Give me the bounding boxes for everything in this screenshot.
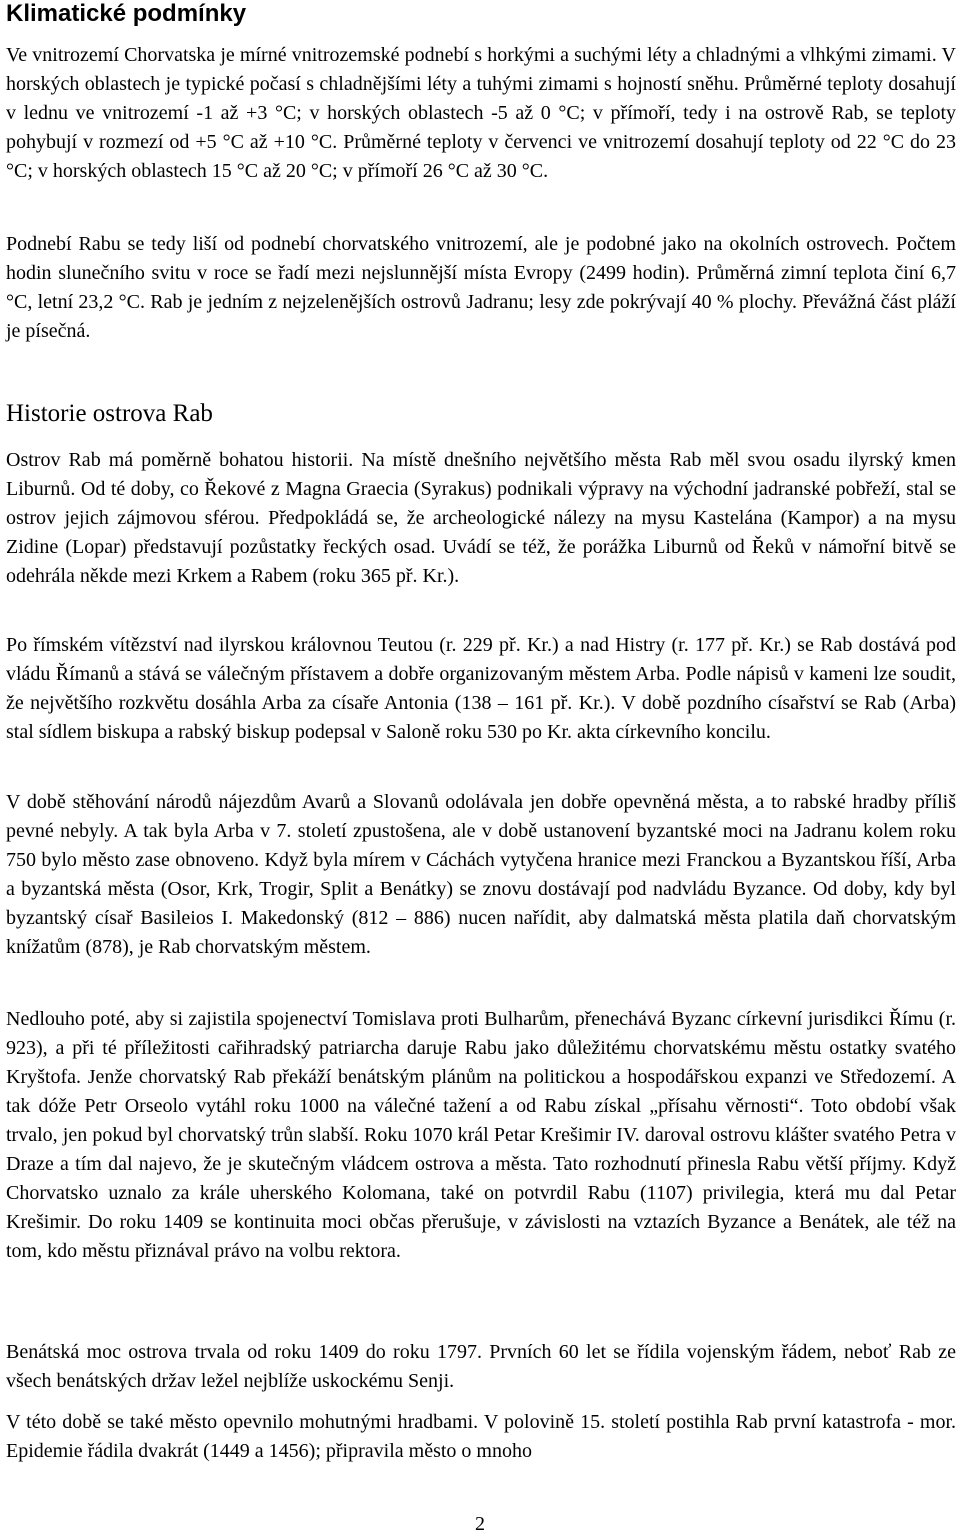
paragraph-history-5: Benátská moc ostrova trvala od roku 1409 do roku 1797. Prvních 60 let se řídila vojenským řádem, neboť Rab ze všech benátských držav ležel nejblíže uskockému Senji. bbox=[6, 1341, 956, 1392]
section-heading-climate: Klimatické podmínky bbox=[6, 0, 247, 27]
paragraph-climate-1: Ve vnitrozemí Chorvatska je mírné vnitrozemské podnebí s horkými a suchými léty a chladnými a vlhkými zimami. V horských oblastech je typické počasí s chladnějšími léty a tuhými zimami s hojností sněhu. Průměrné teploty dosahují v lednu ve vnitrozemí -1 až +3 °C; v horských oblastech -5 až 0 °C; v přímoří, tedy i na ostrově Rab, se teploty pohybují v rozmezí od +5 °C až +10 °C. Průměrné teploty v červenci ve vnitrozemí dosahují teploty od 22 °C do 23 °C; v horských oblastech 15 °C až 20 °C; v přímoří 26 °C až 30 °C. bbox=[6, 44, 956, 182]
paragraph-climate-2: Podnebí Rabu se tedy liší od podnebí chorvatského vnitrozemí, ale je podobné jako na okolních ostrovech. Počtem hodin slunečního svitu v roce se řadí mezi nejslunnější místa Evropy (2499 hodin). Průměrná zimní teplota činí 6,7 °C, letní 23,2 °C. Rab je jedním z nejzelenějších ostrovů Jadranu; lesy zde pokrývají 40 % plochy. Převážná část pláží je písečná. bbox=[6, 233, 956, 342]
section-heading-history: Historie ostrova Rab bbox=[6, 400, 213, 427]
page-number: 2 bbox=[475, 1513, 485, 1535]
paragraph-history-2: Po římském vítězství nad ilyrskou královnou Teutou (r. 229 př. Kr.) a nad Histry (r. 177 př. Kr.) se Rab dostává pod vládu Římanů a stává se válečným přístavem a dobře organizovaným městem Arba. Podle nápisů v kameni lze soudit, že největšího rozkvětu dosáhla Arba za císaře Antonia (138 – 161 př. Kr.). V době pozdního císařství se Rab (Arba) stal sídlem biskupa a rabský biskup podepsal v Saloně roku 530 po Kr. akta církevního koncilu. bbox=[6, 634, 956, 743]
paragraph-history-4: Nedlouho poté, aby si zajistila spojenectví Tomislava proti Bulharům, přenechává Byzanc církevní jurisdikci Římu (r. 923), a při té příležitosti cařihradský patriarcha daruje Rabu jako důležitému chorvatskému městu ostatky svatého Kryštofa. Jenže chorvatský Rab překáží benátským plánům na politickou a hospodářskou expanzi ve Středozemí. A tak dóže Petr Orseolo vytáhl roku 1000 na válečné tažení a od Rabu získal „přísahu věrnosti“. Toto období však trvalo, jen pokud byl chorvatský trůn slabší. Roku 1070 král Petar Krešimir IV. daroval ostrovu klášter svatého Petra v Draze a tím dal najevo, že je skutečným vládcem ostrova a města. Tato rozhodnutí přinesla Rabu větší příjmy. Když Chorvatsko uznalo za krále uherského Kolomana, také on potvrdil Rabu (1107) privilegia, která mu dal Petar Krešimir. Do roku 1409 se kontinuita moci občas přerušuje, v závislosti na vztazích Byzance a Benátek, ale též na tom, kdo městu přiznával právo na volbu rektora. bbox=[6, 1008, 956, 1262]
paragraph-history-1: Ostrov Rab má poměrně bohatou historii. Na místě dnešního největšího města Rab měl svou osadu ilyrský kmen Liburnů. Od té doby, co Řekové z Magna Graecia (Syrakus) podnikali výpravy na východní jadranské pobřeží, stal se ostrov jejich zájmovou sférou. Předpokládá se, že archeologické nálezy na mysu Kastelána (Kampor) a na mysu Zidine (Lopar) představují pozůstatky řeckých osad. Uvádí se též, že porážka Liburnů od Řeků v námořní bitvě se odehrála někde mezi Krkem a Rabem (roku 365 př. Kr.). bbox=[6, 449, 956, 587]
paragraph-history-3: V době stěhování národů nájezdům Avarů a Slovanů odolávala jen dobře opevněná města, a to rabské hradby příliš pevné nebyly. A tak byla Arba v 7. století zpustošena, ale v době ustanovení byzantské moci na Jadranu kolem roku 750 bylo město zase obnoveno. Když byla mírem v Cáchách vytyčena hranice mezi Franckou a Byzantskou říší, Arba a byzantská města (Osor, Krk, Trogir, Split a Benátky) se znovu dostávají pod nadvládu Byzance. Od doby, kdy byl byzantský císař Basileios I. Makedonský (812 – 886) nucen nařídit, aby dalmatská města platila daň chorvatským knížatům (878), je Rab chorvatským městem. bbox=[6, 791, 956, 958]
paragraph-history-6: V této době se také město opevnilo mohutnými hradbami. V polovině 15. století postihla Rab první katastrofa - mor. Epidemie řádila dvakrát (1449 a 1456); připravila město o mnoho bbox=[6, 1411, 956, 1462]
